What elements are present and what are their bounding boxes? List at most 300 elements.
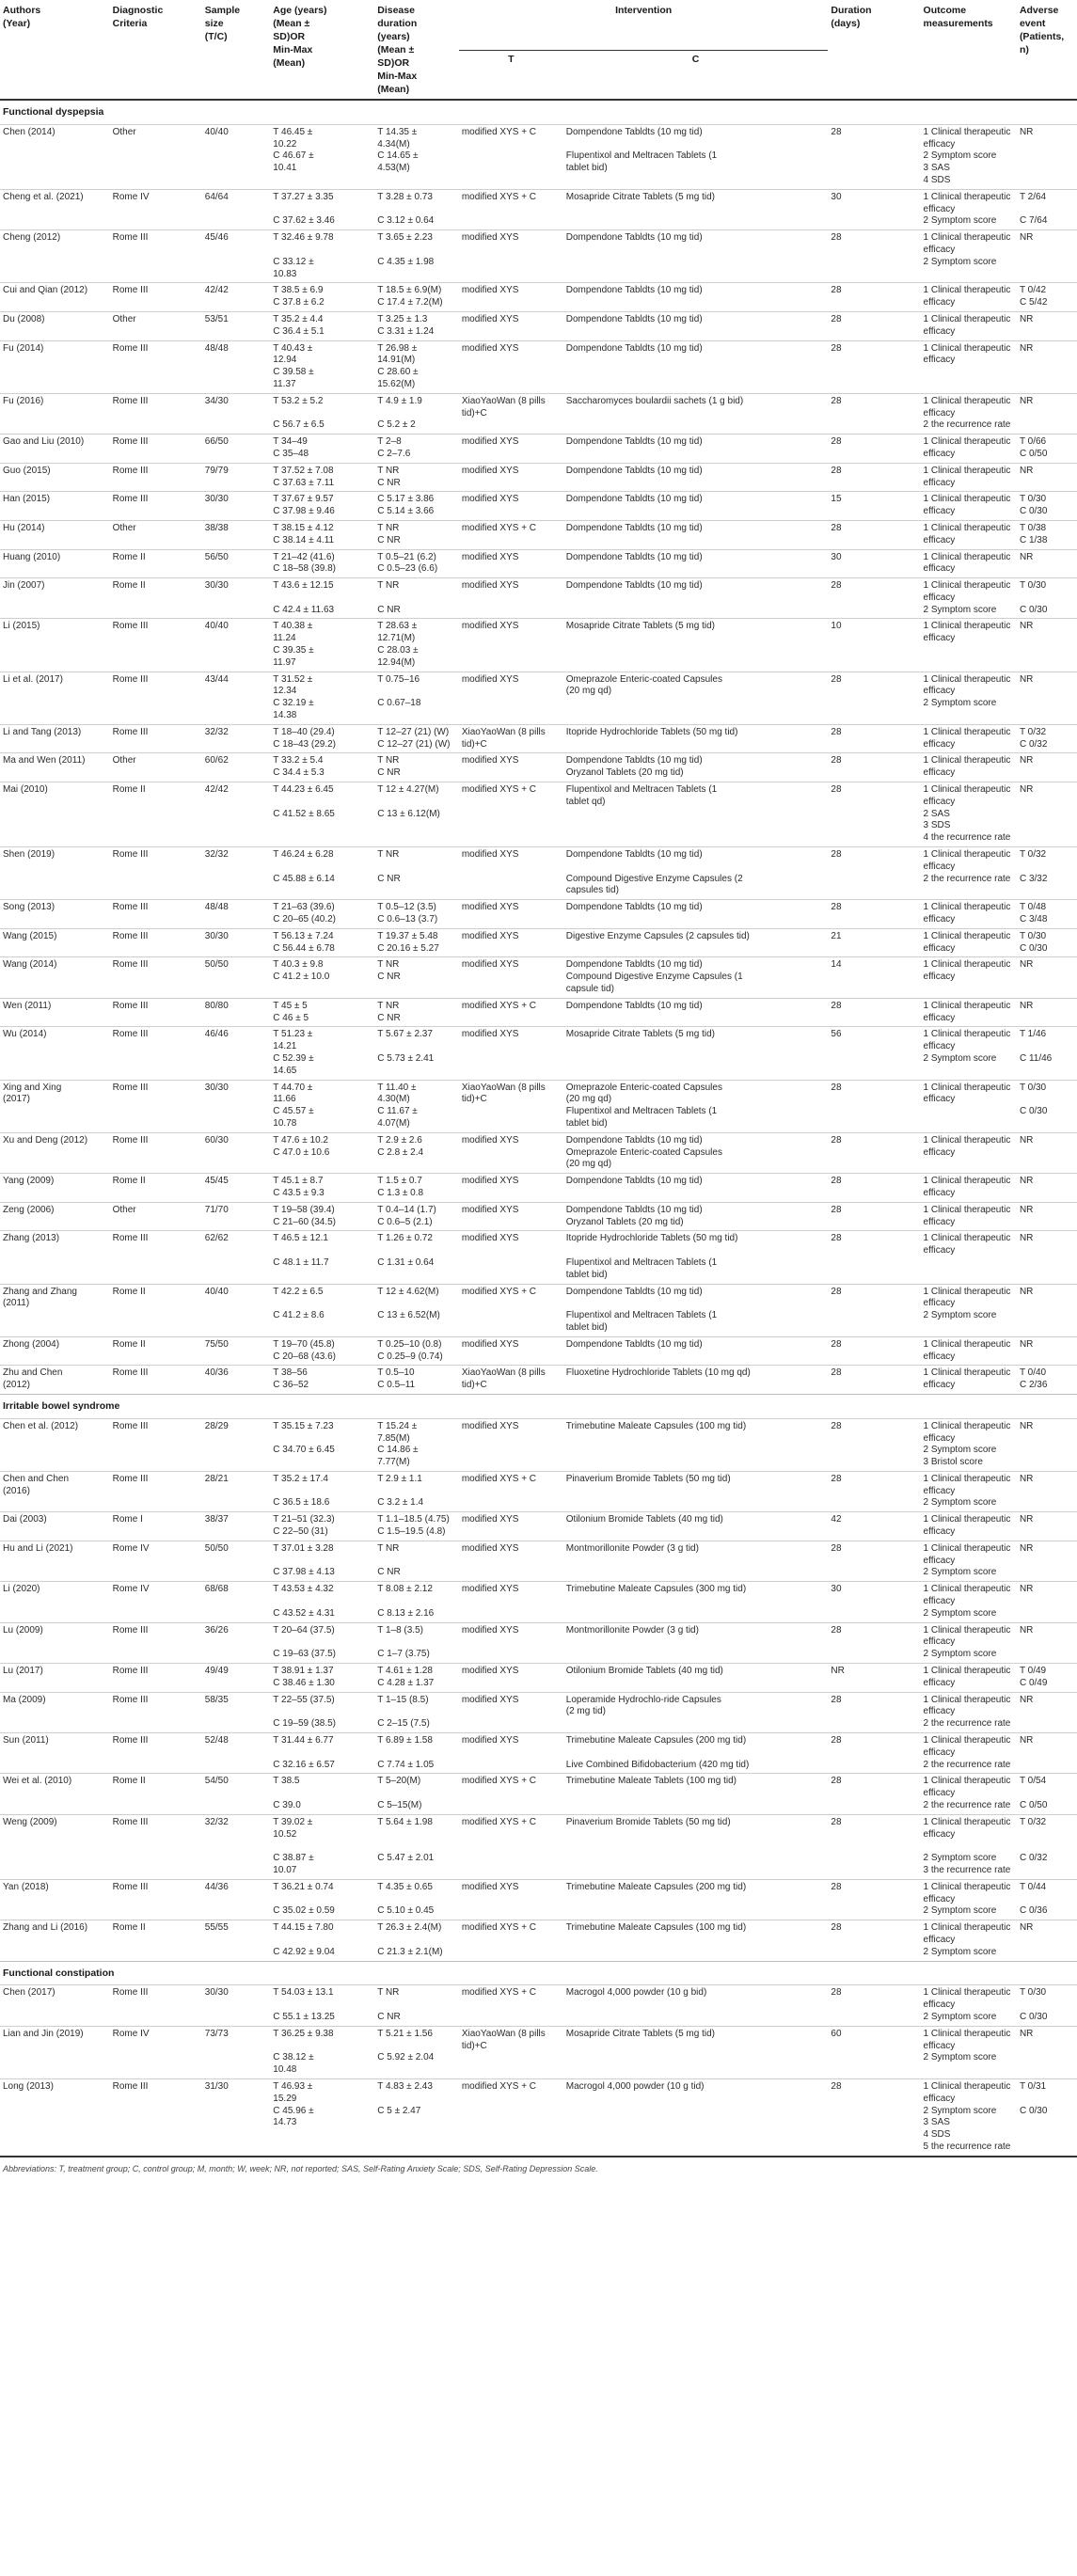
control-cell: Digestive Enzyme Capsules (2 capsules tid) xyxy=(563,928,829,957)
outcome-cell: 1 Clinical therapeutic efficacy 2 Symptom score xyxy=(921,578,1017,619)
sample-size-cell: 32/32 xyxy=(202,847,271,900)
criteria-cell: Rome IV xyxy=(110,2026,202,2078)
authors-cell: Ma (2009) xyxy=(0,1692,110,1732)
table-row xyxy=(0,340,1077,393)
sample-size-cell: 58/35 xyxy=(202,1692,271,1732)
adverse-event-cell: NR xyxy=(1017,2026,1077,2078)
outcome-cell: 1 Clinical therapeutic efficacy 2 Symptom score xyxy=(921,1582,1017,1622)
header-sample-size: Sample size (T/C) xyxy=(202,0,271,100)
authors-cell: Han (2015) xyxy=(0,492,110,521)
age-cell: T 46.45 ± 10.22 C 46.67 ± 10.41 xyxy=(270,124,374,189)
table-row xyxy=(0,1174,1077,1203)
outcome-cell: 1 Clinical therapeutic efficacy 2 Symptom score xyxy=(921,1284,1017,1336)
treatment-cell: modified XYS xyxy=(459,672,563,724)
authors-cell: Chen and Chen (2016) xyxy=(0,1471,110,1511)
table-row xyxy=(0,283,1077,312)
duration-days-cell: 28 xyxy=(828,1336,920,1366)
outcome-cell: 1 Clinical therapeutic efficacy xyxy=(921,520,1017,549)
table-row xyxy=(0,1231,1077,1284)
sample-size-cell: 38/37 xyxy=(202,1512,271,1541)
sample-size-cell: 42/42 xyxy=(202,283,271,312)
control-cell: Flupentixol and Meltracen Tablets (1 tablet qd) xyxy=(563,782,829,847)
age-cell: T 47.6 ± 10.2 C 47.0 ± 10.6 xyxy=(270,1132,374,1173)
disease-duration-cell: T 18.5 ± 6.9(M) C 17.4 ± 7.2(M) xyxy=(374,283,459,312)
table-row xyxy=(0,1622,1077,1663)
table-row xyxy=(0,2078,1077,2156)
sample-size-cell: 79/79 xyxy=(202,463,271,492)
duration-days-cell: 28 xyxy=(828,435,920,464)
criteria-cell: Rome III xyxy=(110,1814,202,1879)
treatment-cell: modified XYS xyxy=(459,1512,563,1541)
outcome-cell: 1 Clinical therapeutic efficacy 2 Symptom score xyxy=(921,230,1017,283)
disease-duration-cell: T 2–8 C 2–7.6 xyxy=(374,435,459,464)
control-cell: Macrogol 4,000 powder (10 g tid) xyxy=(563,2078,829,2156)
control-cell: Itopride Hydrochloride Tablets (50 mg tid) Flupentixol and Meltracen Tablets (1 tablet bid) xyxy=(563,1231,829,1284)
outcome-cell: 1 Clinical therapeutic efficacy 2 the recurrence rate xyxy=(921,1774,1017,1814)
authors-cell: Du (2008) xyxy=(0,311,110,340)
disease-duration-cell: T NR C NR xyxy=(374,847,459,900)
duration-days-cell: 28 xyxy=(828,1774,920,1814)
authors-cell: Zhu and Chen (2012) xyxy=(0,1366,110,1395)
treatment-cell: modified XYS + C xyxy=(459,1774,563,1814)
table-row xyxy=(0,393,1077,434)
authors-cell: Li (2020) xyxy=(0,1582,110,1622)
treatment-cell: modified XYS + C xyxy=(459,520,563,549)
authors-cell: Wang (2014) xyxy=(0,957,110,998)
table-row xyxy=(0,900,1077,929)
age-cell: T 32.46 ± 9.78 C 33.12 ± 10.83 xyxy=(270,230,374,283)
table-row xyxy=(0,1366,1077,1395)
age-cell: T 51.23 ± 14.21 C 52.39 ± 14.65 xyxy=(270,1027,374,1080)
control-cell: Dompendone Tabldts (10 mg tid) xyxy=(563,230,829,283)
criteria-cell: Other xyxy=(110,311,202,340)
age-cell: T 35.2 ± 17.4 C 36.5 ± 18.6 xyxy=(270,1471,374,1511)
header-disease-duration: Disease duration (years) (Mean ± SD)OR Min-Max (Mean) xyxy=(374,0,459,100)
criteria-cell: Rome III xyxy=(110,1471,202,1511)
table-row xyxy=(0,1471,1077,1511)
disease-duration-cell: T 15.24 ± 7.85(M) C 14.86 ± 7.77(M) xyxy=(374,1418,459,1471)
duration-days-cell: 60 xyxy=(828,2026,920,2078)
table-row xyxy=(0,1512,1077,1541)
criteria-cell: Rome III xyxy=(110,998,202,1027)
outcome-cell: 1 Clinical therapeutic efficacy xyxy=(921,311,1017,340)
control-cell: Dompendone Tabldts (10 mg tid) Flupentixol and Meltracen Tablets (1 tablet bid) xyxy=(563,1284,829,1336)
table-row xyxy=(0,435,1077,464)
control-cell: Dompendone Tabldts (10 mg tid) Compound Digestive Enzyme Capsules (2 capsules tid) xyxy=(563,847,829,900)
duration-days-cell: 28 xyxy=(828,124,920,189)
criteria-cell: Rome IV xyxy=(110,1541,202,1581)
outcome-cell: 1 Clinical therapeutic efficacy 2 Symptom score xyxy=(921,1879,1017,1920)
sample-size-cell: 66/50 xyxy=(202,435,271,464)
duration-days-cell: 28 xyxy=(828,724,920,753)
outcome-cell: 1 Clinical therapeutic efficacy xyxy=(921,1202,1017,1231)
disease-duration-cell: T 3.65 ± 2.23 C 4.35 ± 1.98 xyxy=(374,230,459,283)
control-cell: Dompendone Tabldts (10 mg tid) xyxy=(563,283,829,312)
sample-size-cell: 28/21 xyxy=(202,1471,271,1511)
adverse-event-cell: NR xyxy=(1017,124,1077,189)
outcome-cell: 1 Clinical therapeutic efficacy 2 Symptom score xyxy=(921,2026,1017,2078)
age-cell: T 43.6 ± 12.15 C 42.4 ± 11.63 xyxy=(270,578,374,619)
criteria-cell: Rome III xyxy=(110,2078,202,2156)
control-cell: Itopride Hydrochloride Tablets (50 mg tid) xyxy=(563,724,829,753)
header-criteria: Diagnostic Criteria xyxy=(110,0,202,100)
criteria-cell: Other xyxy=(110,1202,202,1231)
treatment-cell: modified XYS xyxy=(459,463,563,492)
table-row xyxy=(0,998,1077,1027)
adverse-event-cell: T 2/64 C 7/64 xyxy=(1017,189,1077,229)
duration-days-cell: 28 xyxy=(828,1418,920,1471)
sample-size-cell: 48/48 xyxy=(202,340,271,393)
outcome-cell: 1 Clinical therapeutic efficacy xyxy=(921,492,1017,521)
control-cell: Mosapride Citrate Tablets (5 mg tid) xyxy=(563,619,829,672)
table-row xyxy=(0,1202,1077,1231)
duration-days-cell: 28 xyxy=(828,1622,920,1663)
sample-size-cell: 68/68 xyxy=(202,1582,271,1622)
criteria-cell: Rome IV xyxy=(110,1582,202,1622)
outcome-cell: 1 Clinical therapeutic efficacy 2 the recurrence rate xyxy=(921,393,1017,434)
table-row xyxy=(0,1774,1077,1814)
authors-cell: Fu (2014) xyxy=(0,340,110,393)
criteria-cell: Rome II xyxy=(110,782,202,847)
treatment-cell: modified XYS + C xyxy=(459,1920,563,1961)
sample-size-cell: 80/80 xyxy=(202,998,271,1027)
disease-duration-cell: T 3.25 ± 1.3 C 3.31 ± 1.24 xyxy=(374,311,459,340)
criteria-cell: Rome II xyxy=(110,1174,202,1203)
authors-cell: Dai (2003) xyxy=(0,1512,110,1541)
duration-days-cell: 28 xyxy=(828,900,920,929)
sample-size-cell: 32/32 xyxy=(202,1814,271,1879)
adverse-event-cell: T 0/31 C 0/30 xyxy=(1017,2078,1077,2156)
duration-days-cell: 28 xyxy=(828,1733,920,1774)
authors-cell: Sun (2011) xyxy=(0,1733,110,1774)
duration-days-cell: 28 xyxy=(828,1132,920,1173)
adverse-event-cell: T 0/30 C 0/30 xyxy=(1017,1985,1077,2026)
sample-size-cell: 40/40 xyxy=(202,619,271,672)
sample-size-cell: 71/70 xyxy=(202,1202,271,1231)
age-cell: T 40.43 ± 12.94 C 39.58 ± 11.37 xyxy=(270,340,374,393)
criteria-cell: Rome III xyxy=(110,340,202,393)
disease-duration-cell: T 1–8 (3.5) C 1–7 (3.75) xyxy=(374,1622,459,1663)
control-cell: Dompendone Tabldts (10 mg tid) xyxy=(563,1336,829,1366)
treatment-cell: modified XYS xyxy=(459,1733,563,1774)
control-cell: Dompendone Tabldts (10 mg tid) xyxy=(563,311,829,340)
sample-size-cell: 54/50 xyxy=(202,1774,271,1814)
duration-days-cell: 28 xyxy=(828,847,920,900)
outcome-cell: 1 Clinical therapeutic efficacy 2 Symptom score xyxy=(921,1920,1017,1961)
authors-cell: Chen (2014) xyxy=(0,124,110,189)
adverse-event-cell: NR xyxy=(1017,311,1077,340)
duration-days-cell: 28 xyxy=(828,753,920,782)
criteria-cell: Rome III xyxy=(110,230,202,283)
authors-cell: Long (2013) xyxy=(0,2078,110,2156)
control-cell: Trimebutine Maleate Capsules (100 mg tid) xyxy=(563,1920,829,1961)
outcome-cell: 1 Clinical therapeutic efficacy xyxy=(921,549,1017,578)
disease-duration-cell: T 1–15 (8.5) C 2–15 (7.5) xyxy=(374,1692,459,1732)
sample-size-cell: 40/40 xyxy=(202,124,271,189)
age-cell: T 40.38 ± 11.24 C 39.35 ± 11.97 xyxy=(270,619,374,672)
table-row xyxy=(0,672,1077,724)
outcome-cell: 1 Clinical therapeutic efficacy 2 Symptom score xyxy=(921,672,1017,724)
outcome-cell: 1 Clinical therapeutic efficacy xyxy=(921,283,1017,312)
table-row xyxy=(0,124,1077,189)
treatment-cell: modified XYS xyxy=(459,1582,563,1622)
header-intervention-c: C xyxy=(563,50,829,100)
sample-size-cell: 64/64 xyxy=(202,189,271,229)
sample-size-cell: 60/62 xyxy=(202,753,271,782)
age-cell: T 40.3 ± 9.8 C 41.2 ± 10.0 xyxy=(270,957,374,998)
treatment-cell: modified XYS xyxy=(459,1027,563,1080)
authors-cell: Cheng (2012) xyxy=(0,230,110,283)
adverse-event-cell: NR xyxy=(1017,1284,1077,1336)
adverse-event-cell: NR xyxy=(1017,1336,1077,1366)
section-header-row xyxy=(0,1394,1077,1418)
adverse-event-cell: T 0/32 C 3/32 xyxy=(1017,847,1077,900)
duration-days-cell: 28 xyxy=(828,1541,920,1581)
table-row xyxy=(0,1733,1077,1774)
adverse-event-cell: NR xyxy=(1017,957,1077,998)
duration-days-cell: 30 xyxy=(828,1582,920,1622)
disease-duration-cell: T 0.5–12 (3.5) C 0.6–13 (3.7) xyxy=(374,900,459,929)
duration-days-cell: 28 xyxy=(828,782,920,847)
adverse-event-cell: T 0/38 C 1/38 xyxy=(1017,520,1077,549)
treatment-cell: XiaoYaoWan (8 pills tid)+C xyxy=(459,393,563,434)
authors-cell: Yang (2009) xyxy=(0,1174,110,1203)
disease-duration-cell: T 12–27 (21) (W) C 12–27 (21) (W) xyxy=(374,724,459,753)
outcome-cell: 1 Clinical therapeutic efficacy xyxy=(921,1664,1017,1693)
adverse-event-cell: NR xyxy=(1017,753,1077,782)
sample-size-cell: 36/26 xyxy=(202,1622,271,1663)
disease-duration-cell: T 5.64 ± 1.98 C 5.47 ± 2.01 xyxy=(374,1814,459,1879)
treatment-cell: modified XYS + C xyxy=(459,998,563,1027)
control-cell: Dompendone Tabldts (10 mg tid) Flupentixol and Meltracen Tablets (1 tablet bid) xyxy=(563,124,829,189)
age-cell: T 21–42 (41.6) C 18–58 (39.8) xyxy=(270,549,374,578)
disease-duration-cell: T 0.5–10 C 0.5–11 xyxy=(374,1366,459,1395)
criteria-cell: Rome III xyxy=(110,463,202,492)
disease-duration-cell: T NR C NR xyxy=(374,1541,459,1581)
duration-days-cell: 28 xyxy=(828,463,920,492)
adverse-event-cell: T 0/30 C 0/30 xyxy=(1017,492,1077,521)
outcome-cell: 1 Clinical therapeutic efficacy xyxy=(921,619,1017,672)
control-cell: Dompendone Tabldts (10 mg tid) Oryzanol Tablets (20 mg tid) xyxy=(563,1202,829,1231)
disease-duration-cell: T 1.26 ± 0.72 C 1.31 ± 0.64 xyxy=(374,1231,459,1284)
section-title: Functional dyspepsia xyxy=(0,100,1077,124)
control-cell: Dompendone Tabldts (10 mg tid) xyxy=(563,998,829,1027)
treatment-cell: modified XYS + C xyxy=(459,2078,563,2156)
sample-size-cell: 30/30 xyxy=(202,1080,271,1132)
duration-days-cell: 28 xyxy=(828,340,920,393)
disease-duration-cell: T 4.83 ± 2.43 C 5 ± 2.47 xyxy=(374,2078,459,2156)
control-cell: Dompendone Tabldts (10 mg tid) Omeprazole Enteric-coated Capsules (20 mg qd) xyxy=(563,1132,829,1173)
treatment-cell: modified XYS xyxy=(459,928,563,957)
disease-duration-cell: T 1.1–18.5 (4.75) C 1.5–19.5 (4.8) xyxy=(374,1512,459,1541)
sample-size-cell: 30/30 xyxy=(202,928,271,957)
table-row xyxy=(0,1692,1077,1732)
criteria-cell: Other xyxy=(110,520,202,549)
adverse-event-cell: NR xyxy=(1017,1132,1077,1173)
authors-cell: Weng (2009) xyxy=(0,1814,110,1879)
duration-days-cell: 21 xyxy=(828,928,920,957)
control-cell: Dompendone Tabldts (10 mg tid) xyxy=(563,463,829,492)
control-cell: Mosapride Citrate Tablets (5 mg tid) xyxy=(563,189,829,229)
treatment-cell: modified XYS + C xyxy=(459,1471,563,1511)
duration-days-cell: 30 xyxy=(828,549,920,578)
treatment-cell: modified XYS xyxy=(459,1132,563,1173)
criteria-cell: Rome I xyxy=(110,1512,202,1541)
disease-duration-cell: T NR C NR xyxy=(374,520,459,549)
duration-days-cell: 28 xyxy=(828,1174,920,1203)
adverse-event-cell: T 0/30 C 0/30 xyxy=(1017,578,1077,619)
criteria-cell: Rome IV xyxy=(110,189,202,229)
disease-duration-cell: T NR C NR xyxy=(374,753,459,782)
duration-days-cell: 28 xyxy=(828,998,920,1027)
disease-duration-cell: T 4.9 ± 1.9 C 5.2 ± 2 xyxy=(374,393,459,434)
sample-size-cell: 43/44 xyxy=(202,672,271,724)
table-row xyxy=(0,2026,1077,2078)
outcome-cell: 1 Clinical therapeutic efficacy xyxy=(921,463,1017,492)
treatment-cell: modified XYS xyxy=(459,492,563,521)
authors-cell: Cheng et al. (2021) xyxy=(0,189,110,229)
disease-duration-cell: T 8.08 ± 2.12 C 8.13 ± 2.16 xyxy=(374,1582,459,1622)
sample-size-cell: 44/36 xyxy=(202,1879,271,1920)
sample-size-cell: 50/50 xyxy=(202,957,271,998)
age-cell: T 36.25 ± 9.38 C 38.12 ± 10.48 xyxy=(270,2026,374,2078)
control-cell: Pinaverium Bromide Tablets (50 mg tid) xyxy=(563,1471,829,1511)
section-header-row xyxy=(0,100,1077,124)
treatment-cell: XiaoYaoWan (8 pills tid)+C xyxy=(459,1366,563,1395)
control-cell: Dompendone Tabldts (10 mg tid) xyxy=(563,340,829,393)
duration-days-cell: 28 xyxy=(828,2078,920,2156)
age-cell: T 43.53 ± 4.32 C 43.52 ± 4.31 xyxy=(270,1582,374,1622)
control-cell: Mosapride Citrate Tablets (5 mg tid) xyxy=(563,2026,829,2078)
outcome-cell: 1 Clinical therapeutic efficacy xyxy=(921,900,1017,929)
sample-size-cell: 49/49 xyxy=(202,1664,271,1693)
control-cell: Montmorillonite Powder (3 g tid) xyxy=(563,1622,829,1663)
duration-days-cell: 56 xyxy=(828,1027,920,1080)
outcome-cell: 1 Clinical therapeutic efficacy xyxy=(921,1512,1017,1541)
disease-duration-cell: T 26.3 ± 2.4(M) C 21.3 ± 2.1(M) xyxy=(374,1920,459,1961)
age-cell: T 33.2 ± 5.4 C 34.4 ± 5.3 xyxy=(270,753,374,782)
section-title: Irritable bowel syndrome xyxy=(0,1394,1077,1418)
age-cell: T 21–51 (32.3) C 22–50 (31) xyxy=(270,1512,374,1541)
authors-cell: Jin (2007) xyxy=(0,578,110,619)
age-cell: T 46.93 ± 15.29 C 45.96 ± 14.73 xyxy=(270,2078,374,2156)
authors-cell: Lian and Jin (2019) xyxy=(0,2026,110,2078)
adverse-event-cell: NR xyxy=(1017,1692,1077,1732)
adverse-event-cell: NR xyxy=(1017,1231,1077,1284)
disease-duration-cell: T NR C NR xyxy=(374,578,459,619)
criteria-cell: Rome III xyxy=(110,1231,202,1284)
age-cell: T 37.67 ± 9.57 C 37.98 ± 9.46 xyxy=(270,492,374,521)
treatment-cell: modified XYS + C xyxy=(459,189,563,229)
age-cell: T 44.15 ± 7.80 C 42.92 ± 9.04 xyxy=(270,1920,374,1961)
authors-cell: Zhong (2004) xyxy=(0,1336,110,1366)
disease-duration-cell: T 0.25–10 (0.8) C 0.25–9 (0.74) xyxy=(374,1336,459,1366)
disease-duration-cell: T 14.35 ± 4.34(M) C 14.65 ± 4.53(M) xyxy=(374,124,459,189)
adverse-event-cell: T 0/49 C 0/49 xyxy=(1017,1664,1077,1693)
treatment-cell: modified XYS + C xyxy=(459,782,563,847)
age-cell: T 21–63 (39.6) C 20–65 (40.2) xyxy=(270,900,374,929)
outcome-cell: 1 Clinical therapeutic efficacy 2 Symptom score xyxy=(921,1622,1017,1663)
duration-days-cell: 28 xyxy=(828,672,920,724)
table-header xyxy=(0,0,1077,100)
authors-cell: Zhang and Zhang (2011) xyxy=(0,1284,110,1336)
authors-cell: Guo (2015) xyxy=(0,463,110,492)
table-row xyxy=(0,549,1077,578)
criteria-cell: Rome II xyxy=(110,578,202,619)
treatment-cell: XiaoYaoWan (8 pills tid)+C xyxy=(459,2026,563,2078)
sample-size-cell: 46/46 xyxy=(202,1027,271,1080)
section-title: Functional constipation xyxy=(0,1961,1077,1985)
outcome-cell: 1 Clinical therapeutic efficacy 2 the recurrence rate xyxy=(921,1692,1017,1732)
treatment-cell: modified XYS + C xyxy=(459,1985,563,2026)
table-row xyxy=(0,520,1077,549)
authors-cell: Chen et al. (2012) xyxy=(0,1418,110,1471)
criteria-cell: Rome III xyxy=(110,1664,202,1693)
header-duration-days: Duration (days) xyxy=(828,0,920,100)
table-row xyxy=(0,957,1077,998)
disease-duration-cell: T 6.89 ± 1.58 C 7.74 ± 1.05 xyxy=(374,1733,459,1774)
treatment-cell: modified XYS xyxy=(459,1336,563,1366)
adverse-event-cell: T 0/40 C 2/36 xyxy=(1017,1366,1077,1395)
duration-days-cell: 28 xyxy=(828,520,920,549)
outcome-cell: 1 Clinical therapeutic efficacy 2 Symptom score 3 SAS 4 SDS xyxy=(921,124,1017,189)
criteria-cell: Rome III xyxy=(110,1622,202,1663)
criteria-cell: Rome III xyxy=(110,1027,202,1080)
authors-cell: Wen (2011) xyxy=(0,998,110,1027)
table-row xyxy=(0,724,1077,753)
outcome-cell: 1 Clinical therapeutic efficacy 2 Symptom score 3 SAS 4 SDS 5 the recurrence rate xyxy=(921,2078,1017,2156)
disease-duration-cell: C 5.17 ± 3.86 C 5.14 ± 3.66 xyxy=(374,492,459,521)
duration-days-cell: 42 xyxy=(828,1512,920,1541)
age-cell: T 22–55 (37.5) C 19–59 (38.5) xyxy=(270,1692,374,1732)
adverse-event-cell: T 0/32 C 0/32 xyxy=(1017,1814,1077,1879)
sample-size-cell: 55/55 xyxy=(202,1920,271,1961)
adverse-event-cell: NR xyxy=(1017,1920,1077,1961)
criteria-cell: Rome III xyxy=(110,1985,202,2026)
header-adverse-event: Adverse event (Patients, n) xyxy=(1017,0,1077,100)
outcome-cell: 1 Clinical therapeutic efficacy 2 Symptom score xyxy=(921,1027,1017,1080)
control-cell: Loperamide Hydrochlo-ride Capsules (2 mg tid) xyxy=(563,1692,829,1732)
control-cell: Mosapride Citrate Tablets (5 mg tid) xyxy=(563,1027,829,1080)
adverse-event-cell: T 0/30 C 0/30 xyxy=(1017,928,1077,957)
duration-days-cell: 28 xyxy=(828,578,920,619)
disease-duration-cell: T 0.75–16 C 0.67–18 xyxy=(374,672,459,724)
adverse-event-cell: NR xyxy=(1017,619,1077,672)
treatment-cell: XiaoYaoWan (8 pills tid)+C xyxy=(459,724,563,753)
authors-cell: Zeng (2006) xyxy=(0,1202,110,1231)
sample-size-cell: 34/30 xyxy=(202,393,271,434)
control-cell: Macrogol 4,000 powder (10 g bid) xyxy=(563,1985,829,2026)
authors-cell: Lu (2017) xyxy=(0,1664,110,1693)
criteria-cell: Rome III xyxy=(110,1132,202,1173)
authors-cell: Song (2013) xyxy=(0,900,110,929)
control-cell: Trimebutine Maleate Tablets (100 mg tid) xyxy=(563,1774,829,1814)
treatment-cell: modified XYS xyxy=(459,435,563,464)
age-cell: T 34–49 C 35–48 xyxy=(270,435,374,464)
treatment-cell: modified XYS xyxy=(459,1418,563,1471)
disease-duration-cell: T 26.98 ± 14.91(M) C 28.60 ± 15.62(M) xyxy=(374,340,459,393)
outcome-cell: 1 Clinical therapeutic efficacy xyxy=(921,928,1017,957)
age-cell: T 46.5 ± 12.1 C 48.1 ± 11.7 xyxy=(270,1231,374,1284)
duration-days-cell: 28 xyxy=(828,1080,920,1132)
authors-cell: Hu and Li (2021) xyxy=(0,1541,110,1581)
authors-cell: Zhang and Li (2016) xyxy=(0,1920,110,1961)
outcome-cell: 1 Clinical therapeutic efficacy xyxy=(921,1366,1017,1395)
age-cell: T 35.15 ± 7.23 C 34.70 ± 6.45 xyxy=(270,1418,374,1471)
header-outcome: Outcome measurements xyxy=(921,0,1017,100)
sample-size-cell: 53/51 xyxy=(202,311,271,340)
treatment-cell: modified XYS xyxy=(459,1622,563,1663)
